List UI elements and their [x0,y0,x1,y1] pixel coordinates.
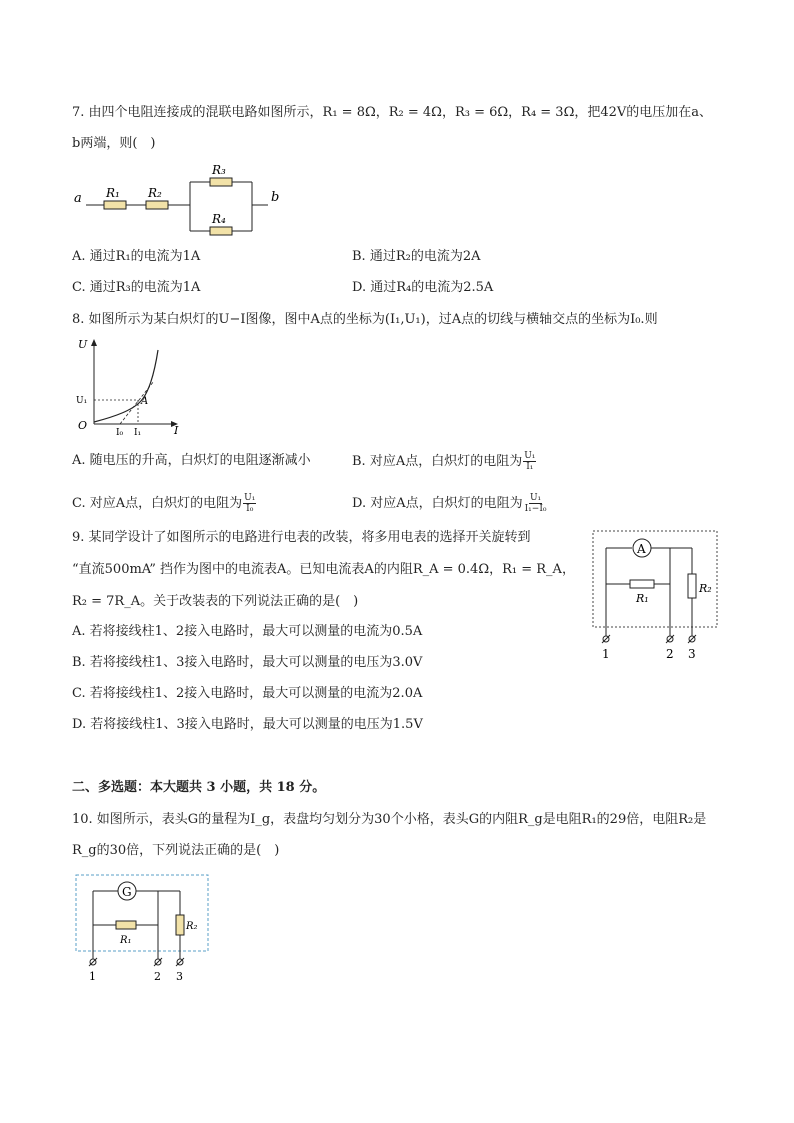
q10-stem-line1: 10. 如图所示，表头G的量程为I_g，表盘均匀划分为30个小格，表头G的内阻R_g是电阻R₁的29倍，电阻R₂是 [72,812,707,827]
q7-resistor-r4 [210,227,232,235]
q9-label-r2: R₂ [699,582,712,595]
q10-label-r1: R₁ [120,935,132,946]
q9-stem-line2: “直流500mA” 挡作为图中的电流表A。已知电流表A的内阻R_A = 0.4Ω，R₁ = R_A， [72,562,575,577]
q9-circuit-diagram [590,528,722,663]
q9-option-b[interactable]: B. 若将接线柱1、3接入电路时，最大可以测量的电压为3.0V [72,655,423,670]
q7-label-r1: R₁ [106,186,120,200]
q8-option-b-text: B. 对应A点，白炽灯的电阻为 [352,454,523,469]
q9-terminal-1: 1 [602,647,610,661]
q8-ui-graph [72,334,192,440]
q8-option-d[interactable] [352,493,549,514]
q9-resistor-r1 [630,580,654,588]
q8-option-c[interactable] [72,493,257,514]
q10-resistor-r2 [176,915,184,935]
q7-resistor-r1 [104,201,126,209]
q7-option-a[interactable]: A. 通过R₁的电流为1A [72,249,201,264]
q8-stem-line1: 8. 如图所示为某白炽灯的U−I图像，图中A点的坐标为(I₁,U₁)，过A点的切线与横轴交点的坐标为I₀.则 [72,312,658,327]
q10-label-r2: R₂ [186,921,198,932]
q8-option-b-fraction: $\frac{\text{U₁}}{\text{I₁}}$ [524,451,536,472]
q9-option-a[interactable]: A. 若将接线柱1、2接入电路时，最大可以测量的电流为0.5A [72,624,423,639]
q8-axis-u: U [78,338,88,351]
q10-galvanometer-label: G [122,885,132,899]
q9-resistor-r2 [688,574,696,598]
q9-stem-line1: 9. 某同学设计了如图所示的电路进行电表的改装，将多用电表的选择开关旋转到 [72,530,531,545]
q8-tangent-line [120,381,154,424]
q7-option-b[interactable]: B. 通过R₂的电流为2A [352,249,481,264]
q8-option-c-text: C. 对应A点，白炽灯的电阻为 [72,496,243,511]
q7-resistor-r3 [210,178,232,186]
q8-axis-i: I [174,424,179,437]
q7-stem-line1: 7. 由四个电阻连接成的混联电路如图所示，R₁ = 8Ω，R₂ = 4Ω，R₃ = 6Ω，R₄ = 3Ω，把42V的电压加在a、 [72,105,713,120]
q8-option-d-text: D. 对应A点，白炽灯的电阻为 [352,496,523,511]
q7-terminal-b: b [271,190,280,205]
q7-label-r4: R₄ [212,212,226,226]
q10-terminal-3: 3 [176,970,183,983]
q8-ui-curve [94,350,158,422]
q8-option-c-fraction: $\frac{\text{U₁}}{\text{I₀}}$ [244,493,256,514]
q10-terminal-1: 1 [89,970,96,983]
q7-label-r3: R₃ [212,163,226,177]
q9-stem-line3: R₂ = 7R_A。关于改装表的下列说法正确的是( ) [72,594,359,609]
q10-stem-line2: R_g的30倍，下列说法正确的是( ) [72,843,280,858]
q8-label-i1: I₁ [134,428,142,438]
q8-option-b[interactable] [352,451,537,472]
q8-label-i0: I₀ [116,428,124,438]
q9-option-d[interactable]: D. 若将接线柱1、3接入电路时，最大可以测量的电压为1.5V [72,717,423,732]
q9-terminal-3: 3 [688,647,696,661]
q7-label-r2: R₂ [148,186,162,200]
q10-terminal-2: 2 [154,970,161,983]
q10-resistor-r1 [116,921,136,929]
q8-option-a[interactable]: A. 随电压的升高，白炽灯的电阻逐渐减小 [72,453,311,468]
q9-label-r1: R₁ [636,592,649,605]
q8-origin: O [78,419,88,432]
q9-ammeter-label: A [637,542,646,556]
q7-terminal-a: a [74,191,82,206]
q8-label-u1: U₁ [76,396,88,406]
q10-circuit-diagram [74,873,212,985]
q8-option-d-fraction: $\frac{\text{U₁}}{\text{I₁−I₀}}$ [524,493,547,514]
q7-stem-line2: b两端，则( ) [72,136,156,151]
q7-resistor-r2 [146,201,168,209]
q7-option-d[interactable]: D. 通过R₄的电流为2.5A [352,280,494,295]
q9-terminal-2: 2 [666,647,674,661]
q8-label-point-a: A [141,396,149,407]
q7-option-c[interactable]: C. 通过R₃的电流为1A [72,280,201,295]
q7-circuit-diagram [70,158,290,240]
q9-option-c[interactable]: C. 若将接线柱1、2接入电路时，最大可以测量的电流为2.0A [72,686,423,701]
section-2-heading: 二、多选题：本大题共 3 小题，共 18 分。 [72,780,326,795]
